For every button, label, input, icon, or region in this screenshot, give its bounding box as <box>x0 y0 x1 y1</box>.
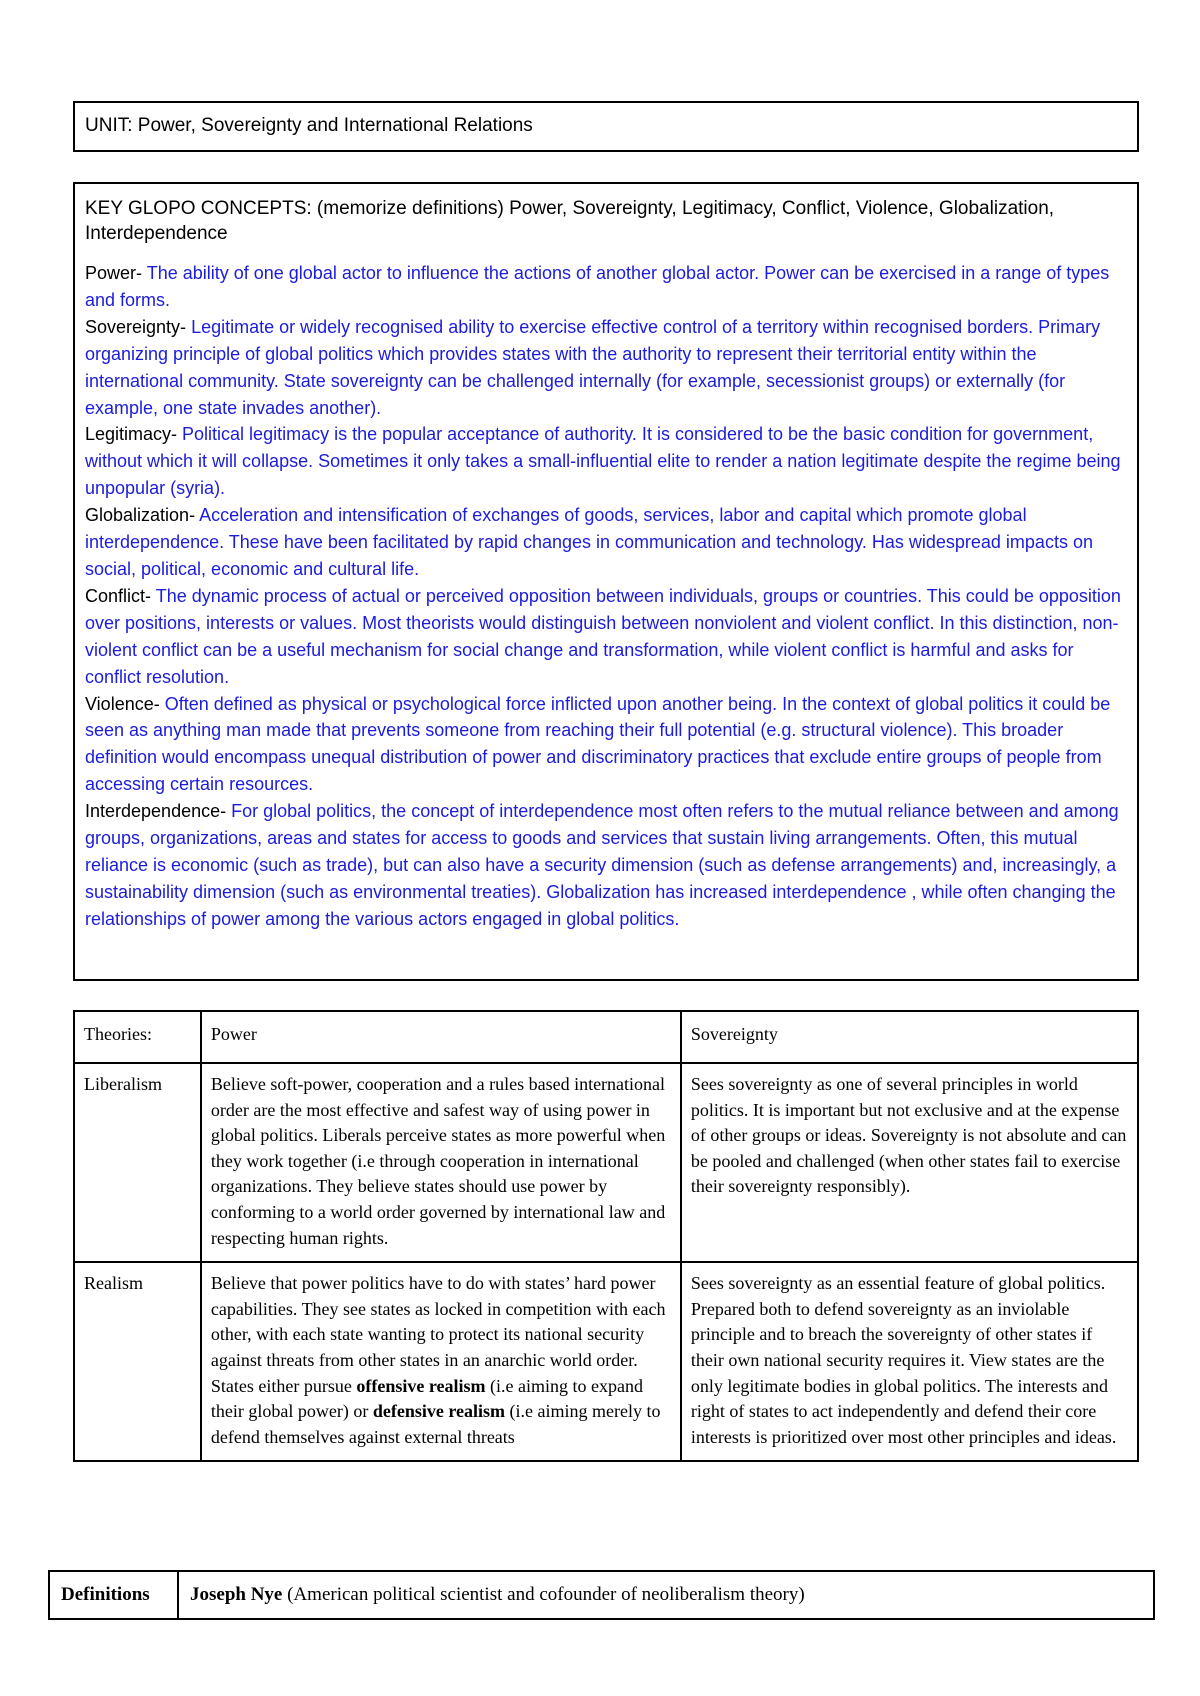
header-power: Power <box>201 1011 681 1063</box>
realism-sovereignty: Sees sovereignty as an essential feature of global politics. Prepared both to defend sovereignty as an inviolable principle and to breach the sovereignty of other states if their own national security requires it. View states are the only legitimate bodies in global politics. The interests and right of states to act independently and defend their core interests is prioritized over most other principles and ideas. <box>681 1262 1138 1461</box>
term-label: Interdependence- <box>85 801 232 822</box>
table-row-liberalism <box>74 1063 1138 1262</box>
definition-globalization <box>85 502 1127 583</box>
concept-definitions <box>85 260 1127 933</box>
header-theories: Theories: <box>74 1011 201 1063</box>
definition-text: The dynamic process of actual or perceived opposition between individuals, groups or countries. This could be opposition over positions, interests or values. Most theorists would distinguish between nonviolent and violent conflict. In this distinction, non-violent conflict can be a useful mechanism for social change and transformation, while violent conflict is harmful and asks for conflict resolution. <box>85 585 1121 687</box>
definition-sovereignty <box>85 314 1127 422</box>
term-label: Globalization- <box>85 505 200 526</box>
realism-power <box>201 1262 681 1461</box>
theory-name: Liberalism <box>74 1063 201 1262</box>
theories-table <box>73 1010 1139 1462</box>
term-label: Violence- <box>85 693 165 714</box>
definition-text: Acceleration and intensification of exchanges of goods, services, labor and capital which promote global interdependence. These have been facilitated by rapid changes in communication and technology. Has widespread impacts on social, political, economic and cultural life. <box>85 505 1093 579</box>
key-concepts-title: KEY GLOPO CONCEPTS: (memorize definitions) Power, Sovereignty, Legitimacy, Conflict, Violence, Globalization, Interdependence <box>85 198 1055 244</box>
realism-power-text: (i.e aiming merely to defend themselves against external threats <box>210 1401 661 1447</box>
unit-title: UNIT: Power, Sovereignty and International Relations <box>85 115 533 136</box>
definitions-row <box>49 1571 1154 1619</box>
term-label: Sovereignty- <box>85 316 192 337</box>
key-concepts-box <box>73 182 1139 981</box>
offensive-realism-term: offensive realism <box>356 1375 486 1396</box>
realism-power-text: (i.e aiming to expand their global power) or <box>210 1375 643 1422</box>
term-label: Conflict- <box>85 585 156 606</box>
definitions-table <box>48 1570 1155 1620</box>
defensive-realism-term: defensive realism <box>372 1401 506 1422</box>
definition-text: Legitimate or widely recognised ability to exercise effective control of a territory within recognised borders. Primary organizing principle of global politics which provides states with the authority to represent their territorial entity within the international community. State sovereignty can be challenged internally (for example, secessionist groups) or externally (for example, one state invades another). <box>85 316 1101 418</box>
definition-violence <box>85 691 1127 799</box>
definitions-entry-cell <box>178 1571 1154 1619</box>
definition-interdependence <box>85 798 1127 933</box>
person-name: Joseph Nye <box>190 1584 283 1605</box>
definition-text: The ability of one global actor to influence the actions of another global actor. Power can be exercised in a range of types and forms. <box>85 263 1110 310</box>
definition-text: Political legitimacy is the popular acceptance of authority. It is considered to be the basic condition for government, without which it will collapse. Sometimes it only takes a small-influential elite to render a nation legitimate despite the regime being unpopular (syria). <box>85 424 1121 499</box>
term-label: Legitimacy- <box>85 424 183 445</box>
unit-heading-box <box>73 101 1139 152</box>
definition-text: Often defined as physical or psychological force inflicted upon another being. In the context of global politics it could be seen as anything man made that prevents someone from reaching their full potential (e.g. structural violence). This broader definition would encompass unequal distribution of power and discriminatory practices that exclude entire groups of people from accessing certain resources. <box>85 693 1111 795</box>
liberalism-power: Believe soft-power, cooperation and a rules based international order are the most effective and safest way of using power in global politics. Liberals perceive states as more powerful when they work together (i.e through cooperation in international organizations. They believe states should use power by conforming to a world order governed by international law and respecting human rights. <box>201 1063 681 1262</box>
liberalism-sovereignty: Sees sovereignty as one of several principles in world politics. It is important but not exclusive and at the expense of other groups or ideas. Sovereignty is not absolute and can be pooled and challenged (when other states fail to exercise their sovereignty responsibly). <box>681 1063 1138 1262</box>
definition-legitimacy <box>85 421 1127 502</box>
header-sovereignty: Sovereignty <box>681 1011 1138 1063</box>
definition-conflict <box>85 583 1127 691</box>
definitions-label-cell <box>49 1571 178 1619</box>
definition-text: For global politics, the concept of interdependence most often refers to the mutual reliance between and among groups, organizations, areas and states for access to goods and services that sustain living arrangements. Often, this mutual reliance is economic (such as trade), but can also have a security dimension (such as defense arrangements) and, increasingly, a sustainability dimension (such as environmental treaties). Globalization has increased interdependence , while often changing the relationships of power among the various actors engaged in global politics. <box>85 801 1119 929</box>
table-row-realism <box>74 1262 1138 1461</box>
definition-power <box>85 260 1127 314</box>
table-header-row <box>74 1011 1138 1063</box>
definitions-label: Definitions <box>61 1584 150 1605</box>
person-description: (American political scientist and cofounder of neoliberalism theory) <box>282 1584 805 1605</box>
term-label: Power- <box>85 263 147 283</box>
theory-name: Realism <box>74 1262 201 1461</box>
realism-power-text: Believe that power politics have to do with states’ hard power capabilities. They see states as locked in competition with each other, with each state wanting to protect its national security against threats from other states in an anarchic world order. States either pursue <box>210 1273 666 1396</box>
